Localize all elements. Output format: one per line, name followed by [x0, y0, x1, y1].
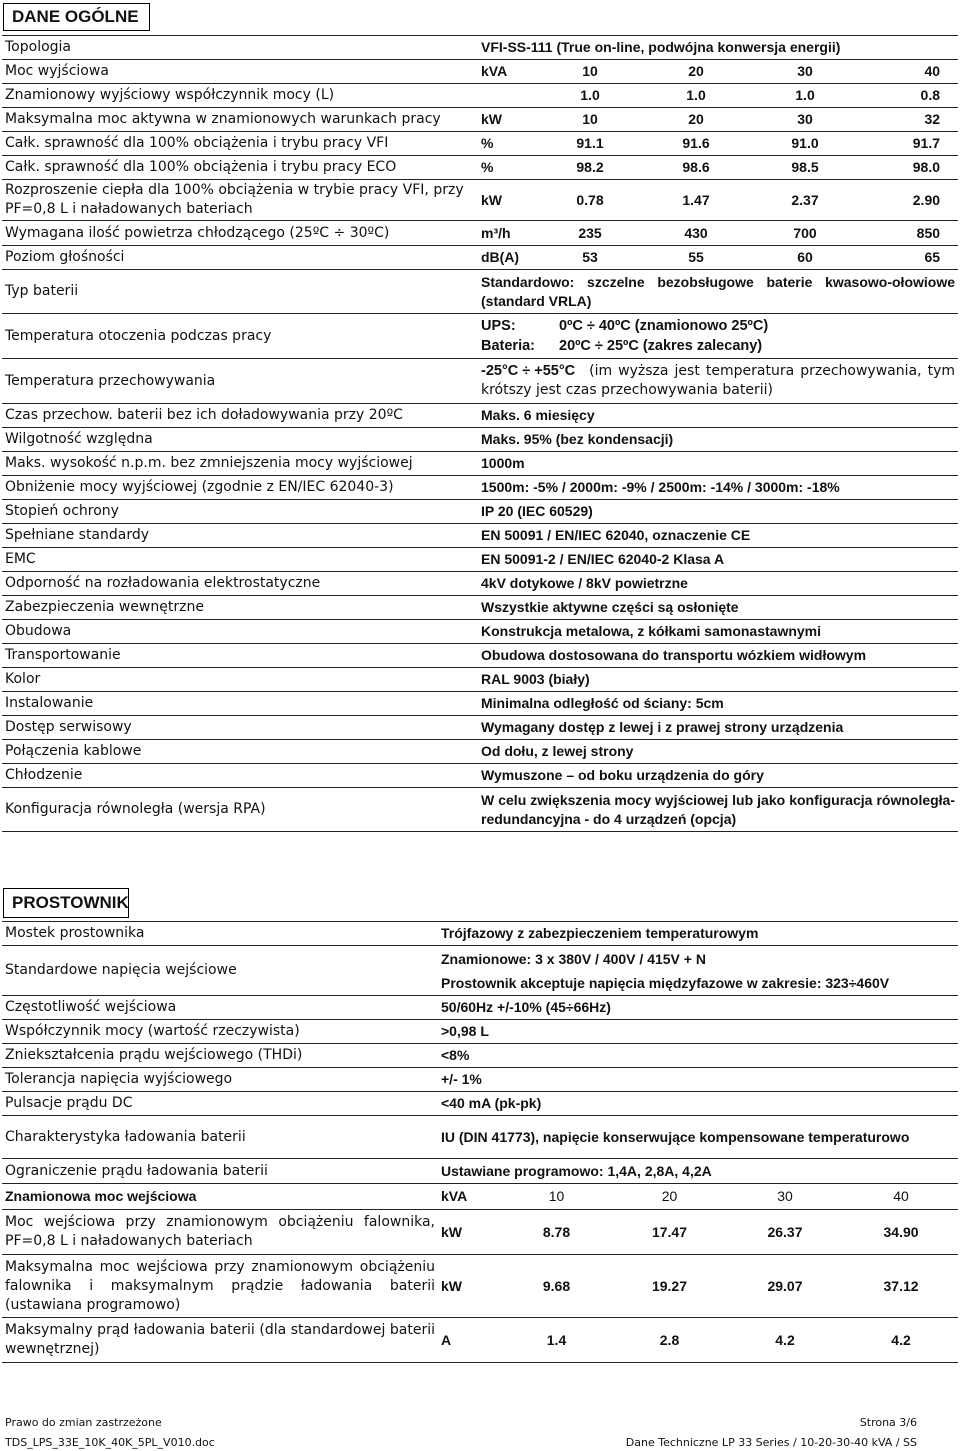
storage-temp-range: -25°C ÷ +55°C [481, 363, 576, 379]
row-label: Stopień ochrony [2, 500, 478, 524]
row-label: Znamionowy wyjściowy współczynnik mocy (L) [2, 84, 478, 108]
value-20kva: 20 [640, 108, 752, 132]
row-value: Ustawiane programowo: 1,4A, 2,8A, 4,2A [438, 1159, 958, 1184]
table-row [2, 716, 958, 740]
row-unit: A [438, 1318, 500, 1363]
battery-key: Bateria: [481, 338, 535, 354]
table-row [2, 788, 958, 832]
table-row [2, 36, 958, 60]
table-row [2, 620, 958, 644]
value-40kva: 40 [844, 1184, 958, 1210]
row-label: Poziom głośności [2, 246, 478, 270]
row-unit: % [478, 132, 540, 156]
table-row [2, 108, 958, 132]
section-title-rectifier: PROSTOWNIK [3, 888, 129, 918]
row-label: Pulsacje prądu DC [2, 1092, 438, 1116]
row-value [478, 359, 958, 404]
table-row [2, 452, 958, 476]
rectifier-spec-table [2, 921, 958, 1363]
row-label: Maksymalna moc wejściowa przy znamionowym obciążeniu falownika i maksymalnym prądzie ładowania baterii (ustawiana programowo) [2, 1255, 438, 1318]
value-10kva: 98.2 [540, 156, 640, 180]
row-unit: kVA [478, 60, 540, 84]
row-label: Charakterystyka ładowania baterii [2, 1116, 438, 1159]
table-row [2, 1044, 958, 1068]
value-40kva: 65 [858, 246, 958, 270]
footer-rights: Prawo do zmian zastrzeżone [5, 1416, 162, 1429]
table-row [2, 270, 958, 314]
row-label: Obudowa [2, 620, 478, 644]
value-10kva: 235 [540, 221, 640, 246]
value-20kva: 2.8 [613, 1318, 726, 1363]
table-row [2, 1020, 958, 1044]
value-30kva: 26.37 [726, 1210, 844, 1255]
table-row [2, 996, 958, 1020]
value-30kva: 91.0 [752, 132, 858, 156]
row-label: Topologia [2, 36, 478, 60]
row-value: RAL 9003 (biały) [478, 668, 958, 692]
value-30kva: 2.37 [752, 180, 858, 221]
value-10kva: 10 [500, 1184, 613, 1210]
footer-page-number: Strona 3/6 [859, 1416, 917, 1429]
accepted-voltage-range: Prostownik akceptuje napięcia międzyfazowe w zakresie: 323÷460V [441, 974, 890, 991]
value-30kva: 30 [726, 1184, 844, 1210]
row-unit: kVA [438, 1184, 500, 1210]
footer-doc-title: Dane Techniczne LP 33 Series / 10-20-30-40 kVA / SS [625, 1436, 917, 1449]
table-row [2, 524, 958, 548]
row-unit: kW [438, 1255, 500, 1318]
row-label: Mostek prostownika [2, 922, 438, 946]
table-row [2, 156, 958, 180]
value-20kva: 98.6 [640, 156, 752, 180]
table-row [2, 180, 958, 221]
row-value: Od dołu, z lewej strony [478, 740, 958, 764]
ups-key: UPS: [481, 318, 516, 334]
row-unit: kW [478, 108, 540, 132]
row-value: Maks. 6 miesięcy [478, 404, 958, 428]
table-row [2, 221, 958, 246]
row-value: Minimalna odległość od ściany: 5cm [478, 692, 958, 716]
general-spec-table [2, 35, 958, 832]
table-row [2, 548, 958, 572]
row-value: EN 50091 / EN/IEC 62040, oznaczenie CE [478, 524, 958, 548]
row-value [438, 946, 958, 996]
value-10kva: 1.4 [500, 1318, 613, 1363]
table-row [2, 644, 958, 668]
row-label: Dostęp serwisowy [2, 716, 478, 740]
value-30kva: 30 [752, 60, 858, 84]
row-label: Czas przechow. baterii bez ich doładowywania przy 20ºC [2, 404, 478, 428]
table-row [2, 596, 958, 620]
value-20kva: 91.6 [640, 132, 752, 156]
row-label: Zniekształcenia prądu wejściowego (THDi) [2, 1044, 438, 1068]
value-10kva: 91.1 [540, 132, 640, 156]
row-label: EMC [2, 548, 478, 572]
value-40kva: 91.7 [858, 132, 958, 156]
value-20kva: 1.47 [640, 180, 752, 221]
row-value: Wszystkie aktywne części są osłonięte [478, 596, 958, 620]
value-20kva: 19.27 [613, 1255, 726, 1318]
row-label: Konfiguracja równoległa (wersja RPA) [2, 788, 478, 832]
table-row [2, 428, 958, 452]
row-value: 4kV dotykowe / 8kV powietrzne [478, 572, 958, 596]
value-40kva: 0.8 [858, 84, 958, 108]
row-value: 50/60Hz +/-10% (45÷66Hz) [438, 996, 958, 1020]
row-value: W celu zwiększenia mocy wyjściowej lub jako konfiguracja równoległa-redundancyjna - do 4 urządzeń (opcja) [478, 788, 958, 832]
row-value: VFI-SS-111 (True on-line, podwójna konwersja energii) [478, 36, 958, 60]
row-unit: m³/h [478, 221, 540, 246]
value-20kva: 20 [640, 60, 752, 84]
row-label: Odporność na rozładowania elektrostatyczne [2, 572, 478, 596]
section-title-general: DANE OGÓLNE [3, 3, 150, 31]
value-10kva: 10 [540, 108, 640, 132]
nominal-voltages: Znamionowe: 3 x 380V / 400V / 415V + N [441, 950, 706, 967]
table-row [2, 1068, 958, 1092]
footer-filename: TDS_LPS_33E_10K_40K_5PL_V010.doc [5, 1436, 215, 1449]
ups-value: 0ºC ÷ 40ºC (znamionowo 25ºC) [559, 318, 769, 334]
row-value: 1000m [478, 452, 958, 476]
row-label: Ograniczenie prądu ładowania baterii [2, 1159, 438, 1184]
row-label: Spełniane standardy [2, 524, 478, 548]
row-label: Tolerancja napięcia wyjściowego [2, 1068, 438, 1092]
table-row [2, 764, 958, 788]
row-label: Obniżenie mocy wyjściowej (zgodnie z EN/IEC 62040-3) [2, 476, 478, 500]
row-value: IP 20 (IEC 60529) [478, 500, 958, 524]
row-label: Instalowanie [2, 692, 478, 716]
value-20kva: 20 [613, 1184, 726, 1210]
row-label: Rozproszenie ciepła dla 100% obciążenia w trybie pracy VFI, przy PF=0,8 L i naładowanych bateriach [2, 180, 478, 221]
table-row [2, 476, 958, 500]
row-label: Standardowe napięcia wejściowe [2, 946, 438, 996]
table-row [2, 1159, 958, 1184]
value-30kva: 1.0 [752, 84, 858, 108]
row-unit: dB(A) [478, 246, 540, 270]
row-label: Znamionowa moc wejściowa [2, 1184, 438, 1210]
table-row [2, 668, 958, 692]
value-40kva: 4.2 [844, 1318, 958, 1363]
row-label: Całk. sprawność dla 100% obciążenia i trybu pracy ECO [2, 156, 478, 180]
row-value: <8% [438, 1044, 958, 1068]
row-value: +/- 1% [438, 1068, 958, 1092]
table-row [2, 60, 958, 84]
value-10kva: 9.68 [500, 1255, 613, 1318]
row-value: Konstrukcja metalowa, z kółkami samonastawnymi [478, 620, 958, 644]
table-row [2, 500, 958, 524]
row-label: Połączenia kablowe [2, 740, 478, 764]
row-label: Całk. sprawność dla 100% obciążenia i trybu pracy VFI [2, 132, 478, 156]
row-label: Maks. wysokość n.p.m. bez zmniejszenia mocy wyjściowej [2, 452, 478, 476]
value-10kva: 0.78 [540, 180, 640, 221]
table-row [2, 1210, 958, 1255]
row-label: Typ baterii [2, 270, 478, 314]
row-value [478, 314, 958, 359]
table-row [2, 1116, 958, 1159]
table-row [2, 946, 958, 996]
value-10kva: 53 [540, 246, 640, 270]
value-30kva: 4.2 [726, 1318, 844, 1363]
table-row [2, 1255, 958, 1318]
storage-temp-note: (im wyższa jest temperatura przechowywania, tym krótszy jest czas przechowywania baterii) [481, 363, 956, 398]
row-label: Współczynnik mocy (wartość rzeczywista) [2, 1020, 438, 1044]
row-label: Częstotliwość wejściowa [2, 996, 438, 1020]
value-20kva: 55 [640, 246, 752, 270]
value-20kva: 1.0 [640, 84, 752, 108]
value-30kva: 30 [752, 108, 858, 132]
row-value: Obudowa dostosowana do transportu wózkiem widłowym [478, 644, 958, 668]
row-label: Zabezpieczenia wewnętrzne [2, 596, 478, 620]
row-value: <40 mA (pk-pk) [438, 1092, 958, 1116]
table-row [2, 572, 958, 596]
value-30kva: 700 [752, 221, 858, 246]
table-row [2, 1092, 958, 1116]
value-20kva: 430 [640, 221, 752, 246]
value-40kva: 98.0 [858, 156, 958, 180]
row-label: Moc wejściowa przy znamionowym obciążeniu falownika, PF=0,8 L i naładowanych bateriach [2, 1210, 438, 1255]
row-label: Temperatura otoczenia podczas pracy [2, 314, 478, 359]
row-label: Chłodzenie [2, 764, 478, 788]
row-label: Transportowanie [2, 644, 478, 668]
row-value: >0,98 L [438, 1020, 958, 1044]
row-label: Wymagana ilość powietrza chłodzącego (25ºC ÷ 30ºC) [2, 221, 478, 246]
table-row [2, 740, 958, 764]
value-30kva: 60 [752, 246, 858, 270]
table-row [2, 404, 958, 428]
table-row [2, 132, 958, 156]
row-label: Temperatura przechowywania [2, 359, 478, 404]
value-40kva: 32 [858, 108, 958, 132]
row-value: Trójfazowy z zabezpieczeniem temperaturowym [438, 922, 958, 946]
table-row [2, 1318, 958, 1363]
table-row [2, 1184, 958, 1210]
battery-value: 20ºC ÷ 25ºC (zakres zalecany) [559, 338, 763, 354]
row-value: Standardowo: szczelne bezobsługowe baterie kwasowo-ołowiowe (standard VRLA) [478, 270, 958, 314]
row-value: EN 50091-2 / EN/IEC 62040-2 Klasa A [478, 548, 958, 572]
value-30kva: 98.5 [752, 156, 858, 180]
value-40kva: 37.12 [844, 1255, 958, 1318]
table-row [2, 922, 958, 946]
row-label: Maksymalna moc aktywna w znamionowych warunkach pracy [2, 108, 478, 132]
row-label: Kolor [2, 668, 478, 692]
row-value: Wymuszone – od boku urządzenia do góry [478, 764, 958, 788]
row-label: Moc wyjściowa [2, 60, 478, 84]
table-row [2, 84, 958, 108]
value-40kva: 40 [858, 60, 958, 84]
row-unit: kW [438, 1210, 500, 1255]
value-40kva: 34.90 [844, 1210, 958, 1255]
row-label: Wilgotność względna [2, 428, 478, 452]
table-row [2, 692, 958, 716]
row-value: Wymagany dostęp z lewej i z prawej strony urządzenia [478, 716, 958, 740]
value-10kva: 10 [540, 60, 640, 84]
row-value: Maks. 95% (bez kondensacji) [478, 428, 958, 452]
value-40kva: 2.90 [858, 180, 958, 221]
value-20kva: 17.47 [613, 1210, 726, 1255]
row-label: Maksymalny prąd ładowania baterii (dla standardowej baterii wewnętrznej) [2, 1318, 438, 1363]
table-row [2, 314, 958, 359]
row-unit [478, 84, 540, 108]
table-row [2, 246, 958, 270]
row-unit: kW [478, 180, 540, 221]
row-value: 1500m: -5% / 2000m: -9% / 2500m: -14% / 3000m: -18% [478, 476, 958, 500]
value-40kva: 850 [858, 221, 958, 246]
value-10kva: 8.78 [500, 1210, 613, 1255]
table-row [2, 359, 958, 404]
value-10kva: 1.0 [540, 84, 640, 108]
row-value: IU (DIN 41773), napięcie konserwujące kompensowane temperaturowo [438, 1116, 958, 1159]
value-30kva: 29.07 [726, 1255, 844, 1318]
row-unit: % [478, 156, 540, 180]
